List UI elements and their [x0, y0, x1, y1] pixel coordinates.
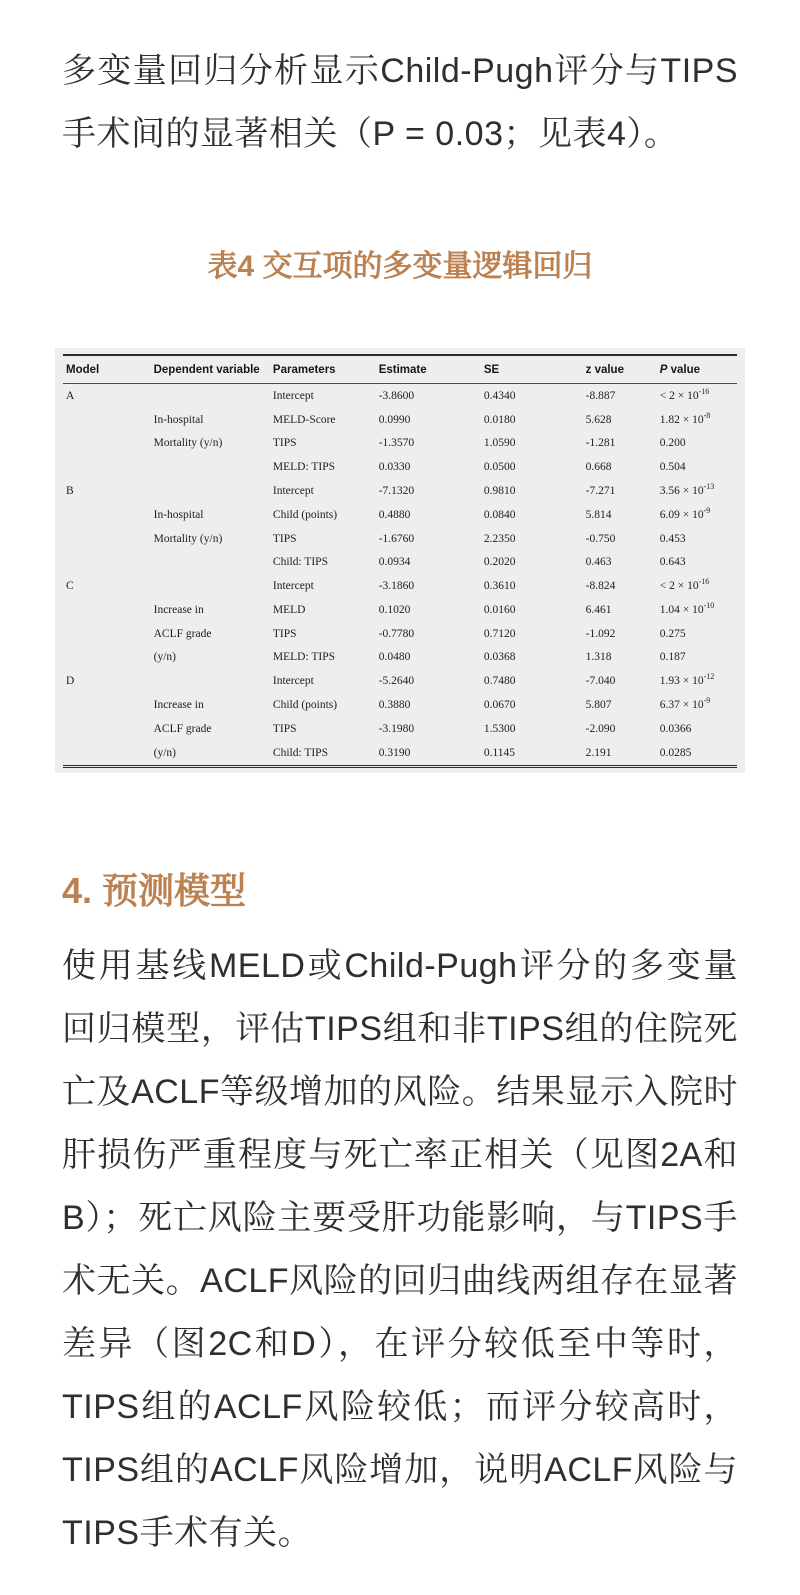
table-cell: MELD-Score	[272, 413, 336, 426]
table-cell: $6.09 \times 10^{-9}$	[659, 505, 711, 521]
table-cell: 0.0480	[378, 651, 411, 664]
table-cell: -1.092	[585, 627, 616, 640]
table-row	[63, 646, 737, 670]
table-cell: In-hospital	[153, 508, 204, 521]
table-cell	[63, 455, 151, 479]
table-cell	[63, 503, 151, 527]
table-caption: 表4 交互项的多变量逻辑回归	[207, 250, 593, 283]
table-cell: $1.82 \times 10^{-8}$	[659, 410, 711, 426]
table-cell	[63, 622, 151, 646]
table-cell: ACLF grade	[153, 627, 212, 640]
column-header: Estimate	[376, 355, 481, 384]
column-header: Parameters	[270, 355, 376, 384]
table-cell: -2.090	[585, 722, 616, 735]
table-cell: 1.318	[585, 651, 612, 664]
regression-table-container	[55, 348, 745, 773]
table-cell: 6.461	[585, 603, 612, 616]
table-cell: 0.200	[659, 437, 686, 450]
table-cell: Child (points)	[272, 508, 338, 521]
table-cell: (y/n)	[153, 746, 176, 759]
table-cell: Increase in	[153, 699, 204, 712]
table-cell: -8.887	[585, 389, 616, 402]
table-cell	[151, 574, 270, 598]
table-cell: -3.1860	[378, 580, 415, 593]
table-row	[63, 717, 737, 741]
table-cell: MELD: TIPS	[272, 461, 335, 474]
table-cell: Mortality (y/n)	[153, 532, 223, 545]
table-row	[63, 527, 737, 551]
table-cell: 0.0330	[378, 461, 411, 474]
table-row	[63, 598, 737, 622]
table-cell	[63, 693, 151, 717]
table-cell: 0.7480	[483, 675, 516, 688]
table-row	[63, 574, 737, 598]
table-row	[63, 479, 737, 503]
table-cell: Child: TIPS	[272, 746, 328, 759]
table-cell: 0.0180	[483, 413, 516, 426]
table-cell: 0.0368	[483, 651, 516, 664]
regression-table	[63, 354, 737, 768]
table-cell: 0.0285	[659, 746, 692, 759]
intro-paragraph: 多变量回归分析显示Child-Pugh评分与TIPS手术间的显著相关（P = 0.03；见表4）。	[62, 52, 738, 153]
table-cell: (y/n)	[153, 651, 176, 664]
table-row	[63, 622, 737, 646]
table-header-row	[63, 355, 737, 384]
table-cell	[151, 479, 270, 503]
column-header: Model	[63, 355, 151, 384]
table-cell: 0.3190	[378, 746, 411, 759]
table-cell: 0.668	[585, 461, 612, 474]
table-cell: -3.8600	[378, 389, 415, 402]
column-header: P value	[657, 355, 737, 384]
table-cell: Intercept	[272, 485, 314, 498]
table-row	[63, 408, 737, 432]
column-header: Dependent variable	[151, 355, 270, 384]
column-header: SE	[481, 355, 583, 384]
table-cell: $1.93 \times 10^{-12}$	[659, 672, 715, 688]
table-cell: -1.3570	[378, 437, 415, 450]
table-cell: 0.0990	[378, 413, 411, 426]
table-cell: < $2 \times 10^{-16}$	[659, 387, 710, 402]
table-cell: Child: TIPS	[272, 556, 328, 569]
table-cell: -1.281	[585, 437, 616, 450]
table-cell: 5.814	[585, 508, 612, 521]
table-cell: $3.56 \times 10^{-13}$	[659, 482, 715, 498]
section-heading: 4. 预测模型	[62, 869, 247, 911]
table-cell: 5.807	[585, 699, 612, 712]
table-row	[63, 432, 737, 456]
table-cell	[151, 550, 270, 574]
column-header: z value	[583, 355, 657, 384]
table-cell: 0.187	[659, 651, 686, 664]
table-row	[63, 550, 737, 574]
table-cell	[63, 646, 151, 670]
table-cell: 0.0500	[483, 461, 516, 474]
table-cell: C	[66, 580, 74, 593]
section-paragraph: 使用基线MELD或Child-Pugh评分的多变量回归模型，评估TIPS组和非TIPS组的住院死亡及ACLF等级增加的风险。结果显示入院时肝损伤严重程度与死亡率正相关（见图2A和B）；死亡风险主要受肝功能影响，与TIPS手术无关。ACLF风险的回归曲线两组存在显著差异（图2C和D），在评分较低至中等时，TIPS组的ACLF风险较低；而评分较高时，TIPS组的ACLF风险增加，说明ACLF风险与TIPS手术有关。	[62, 946, 738, 1552]
table-cell: $6.37 \times 10^{-9}$	[659, 696, 711, 712]
table-row	[63, 455, 737, 479]
table-cell	[63, 598, 151, 622]
table-cell: TIPS	[272, 437, 297, 450]
table-cell: 0.275	[659, 627, 686, 640]
table-row	[63, 503, 737, 527]
table-cell: A	[66, 389, 75, 402]
table-cell: 2.2350	[483, 532, 516, 545]
table-cell	[63, 717, 151, 741]
table-row	[63, 741, 737, 766]
table-cell: 0.0934	[378, 556, 411, 569]
table-cell: 0.504	[659, 461, 686, 474]
table-cell: Intercept	[272, 580, 314, 593]
table-cell: TIPS	[272, 532, 297, 545]
table-cell: 0.4340	[483, 389, 516, 402]
table-cell: Increase in	[153, 603, 204, 616]
table-cell: $1.04 \times 10^{-10}$	[659, 601, 715, 616]
table-cell: -7.271	[585, 485, 616, 498]
table-cell: -1.6760	[378, 532, 415, 545]
table-cell	[151, 669, 270, 693]
table-cell: 0.463	[585, 556, 612, 569]
table-cell: -0.7780	[378, 627, 415, 640]
table-head	[63, 355, 737, 384]
table-cell: -0.750	[585, 532, 616, 545]
table-cell	[63, 408, 151, 432]
table-cell: 0.7120	[483, 627, 516, 640]
table-cell: 0.2020	[483, 556, 516, 569]
table-cell: 0.453	[659, 532, 686, 545]
table-cell: 0.1020	[378, 603, 411, 616]
table-cell: Intercept	[272, 675, 314, 688]
table-cell: 1.5300	[483, 722, 516, 735]
table-cell: 0.0366	[659, 722, 692, 735]
table-cell: -5.2640	[378, 675, 415, 688]
table-cell: TIPS	[272, 722, 297, 735]
table-cell: 1.0590	[483, 437, 516, 450]
table-cell: < $2 \times 10^{-16}$	[659, 577, 710, 593]
table-cell: 0.0160	[483, 603, 516, 616]
table-cell: TIPS	[272, 627, 297, 640]
table-cell: Mortality (y/n)	[153, 437, 223, 450]
table-cell	[63, 550, 151, 574]
table-cell: In-hospital	[153, 413, 204, 426]
table-row	[63, 669, 737, 693]
table-cell: -8.824	[585, 580, 616, 593]
table-cell: 2.191	[585, 746, 612, 759]
table-row	[63, 384, 737, 408]
table-cell: 0.1145	[483, 746, 516, 759]
table-row	[63, 693, 737, 717]
table-cell	[151, 455, 270, 479]
table-cell: -3.1980	[378, 722, 415, 735]
table-cell: 0.3610	[483, 580, 516, 593]
table-cell	[63, 741, 151, 766]
table-cell	[63, 527, 151, 551]
table-cell: -7.1320	[378, 485, 415, 498]
table-cell: Child (points)	[272, 699, 338, 712]
table-cell: -7.040	[585, 675, 616, 688]
table-cell: 0.4880	[378, 508, 411, 521]
table-cell: D	[66, 675, 75, 688]
table-cell: ACLF grade	[153, 722, 212, 735]
table-cell: 0.3880	[378, 699, 411, 712]
table-cell: MELD	[272, 603, 306, 616]
table-cell	[151, 384, 270, 408]
table-cell: 0.643	[659, 556, 686, 569]
table-cell: 5.628	[585, 413, 612, 426]
table-cell: 0.9810	[483, 485, 516, 498]
table-cell	[63, 432, 151, 456]
table-cell: 0.0670	[483, 699, 516, 712]
table-cell: 0.0840	[483, 508, 516, 521]
table-cell: Intercept	[272, 389, 314, 402]
table-body	[63, 384, 737, 767]
table-cell: B	[66, 485, 74, 498]
table-cell: MELD: TIPS	[272, 651, 335, 664]
